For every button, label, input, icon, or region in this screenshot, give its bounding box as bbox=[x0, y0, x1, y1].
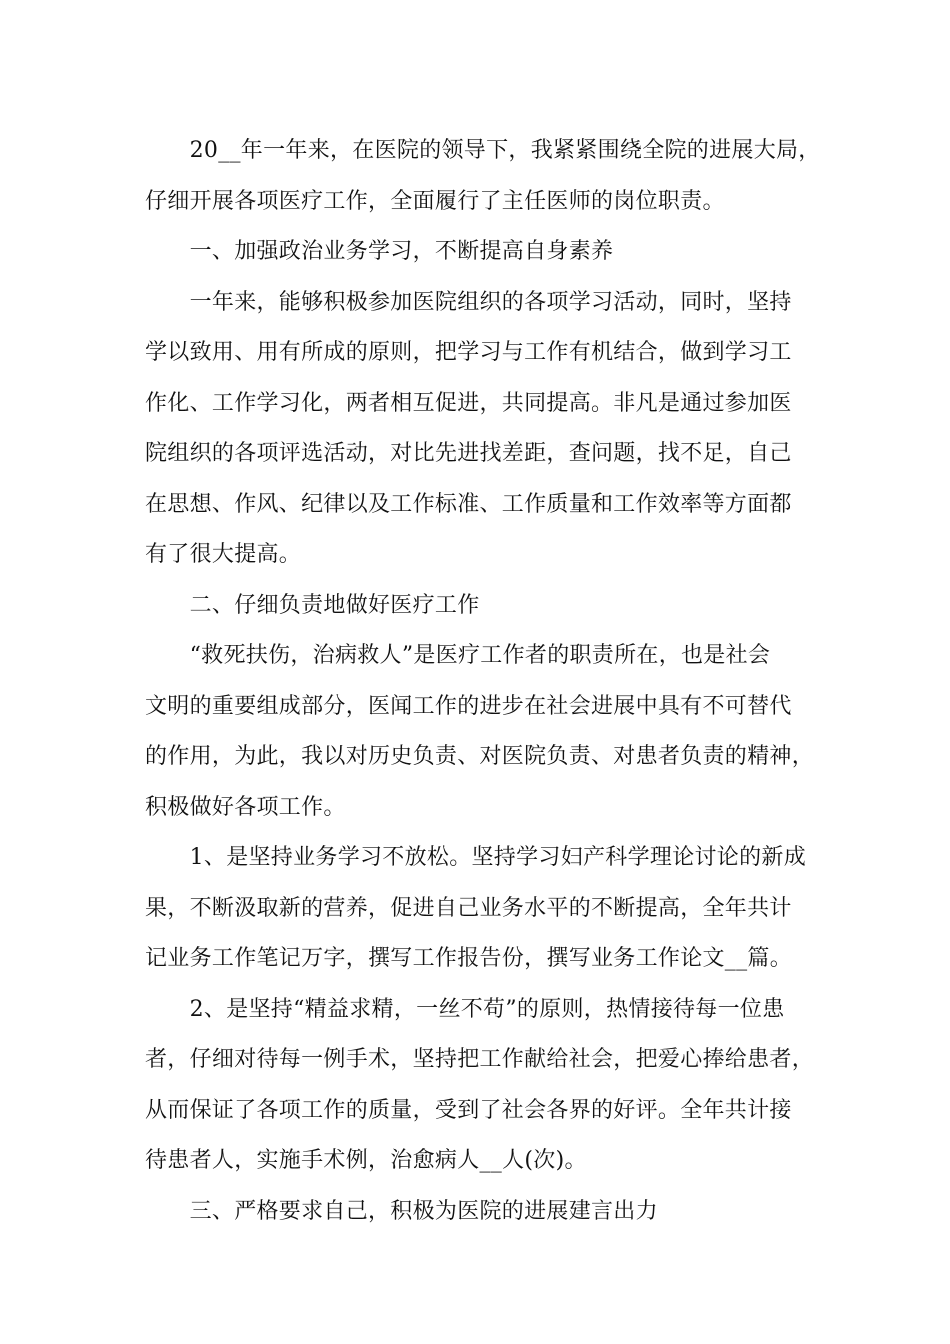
text-line: 记业务工作笔记万字，撰写工作报告份，撰写业务工作论文__篇。 bbox=[145, 946, 793, 971]
text-line: 待患者人，实施手术例，治愈病人__人(次)。 bbox=[145, 1148, 587, 1173]
text-line: “救死扶伤，治病救人”是医疗工作者的职责所在，也是社会 bbox=[145, 643, 771, 668]
text-line: 院组织的各项评选活动，对比先进找差距，查问题，找不足，自己 bbox=[145, 441, 792, 466]
text-line: 的作用，为此，我以对历史负责、对医院负责、对患者负责的精神， bbox=[145, 744, 815, 769]
text-line: 一年来，能够积极参加医院组织的各项学习活动，同时，坚持 bbox=[145, 290, 792, 315]
text-line: 20__年一年来，在医院的领导下，我紧紧围绕全院的进展大局， bbox=[145, 138, 821, 163]
section-heading: 二、仔细负责地做好医疗工作 bbox=[145, 593, 480, 618]
text-line: 积极做好各项工作。 bbox=[145, 795, 346, 820]
text-line: 仔细开展各项医疗工作，全面履行了主任医师的岗位职责。 bbox=[145, 189, 725, 214]
text-line: 有了很大提高。 bbox=[145, 542, 302, 567]
text-line: 文明的重要组成部分，医闻工作的进步在社会进展中具有不可替代 bbox=[145, 694, 792, 719]
text-line: 果，不断汲取新的营养，促进自己业务水平的不断提高，全年共计 bbox=[145, 896, 792, 921]
text-line: 者，仔细对待每一例手术，坚持把工作献给社会，把爱心捧给患者， bbox=[145, 1047, 815, 1072]
text-line: 作化、工作学习化，两者相互促进，共同提高。非凡是通过参加医 bbox=[145, 391, 792, 416]
text-line: 从而保证了各项工作的质量，受到了社会各界的好评。全年共计接 bbox=[145, 1098, 792, 1123]
section-heading: 一、加强政治业务学习，不断提高自身素养 bbox=[145, 239, 614, 264]
section-heading: 三、严格要求自己，积极为医院的进展建言出力 bbox=[145, 1199, 658, 1224]
text-line: 学以致用、用有所成的原则，把学习与工作有机结合，做到学习工 bbox=[145, 340, 792, 365]
text-line: 1、是坚持业务学习不放松。坚持学习妇产科学理论讨论的新成 bbox=[145, 845, 806, 870]
text-line: 在思想、作风、纪律以及工作标准、工作质量和工作效率等方面都 bbox=[145, 492, 792, 517]
text-line: 2、是坚持“精益求精，一丝不苟”的原则，热情接待每一位患 bbox=[145, 997, 785, 1022]
